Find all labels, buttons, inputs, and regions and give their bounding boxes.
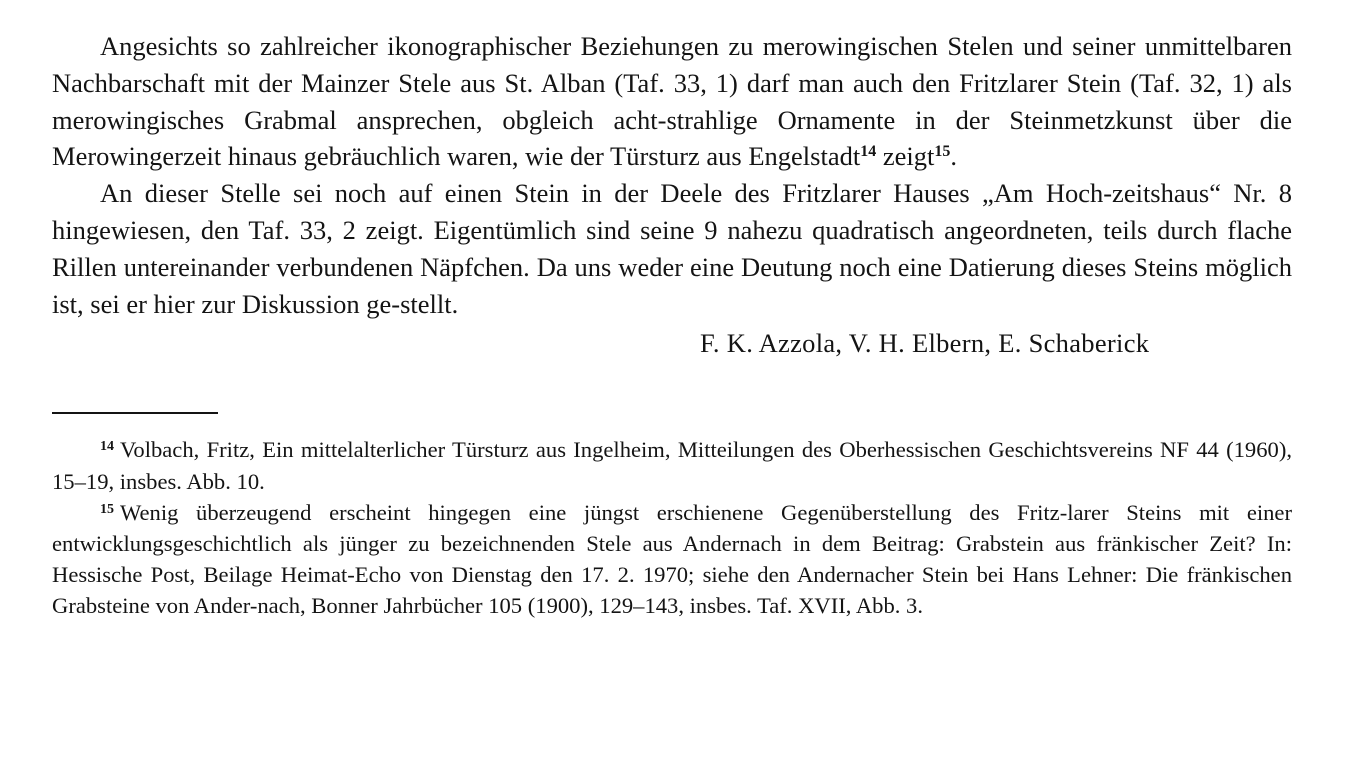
footnote-text: Wenig überzeugend erscheint hingegen eine jüngst erschienene Gegenüberstellung des Fritz-larer Steins mit einer entwicklungsgeschichtlich als jünger zu bezeichnenden Stele aus Andernach in dem Beitrag: Grabstein aus fränkischer Zeit? In: Hessische Post, Beilage Heimat-Echo von Dienstag den 17. 2. 1970; siehe den Andernacher Stein bei Hans Lehner: Die fränkischen Grabsteine von Ander-nach, Bonner Jahrbücher 105 (1900), 129–143, insbes. Taf. XVII, Abb. 3.	[52, 499, 1292, 619]
footnote-ref-15[interactable]: 15	[934, 143, 951, 161]
footnote-text: Volbach, Fritz, Ein mittelalterlicher Türsturz aus Ingelheim, Mitteilungen des Oberhessischen Geschichtsvereins NF 44 (1960), 15–19, insbes. Abb. 10.	[52, 437, 1292, 494]
footnote-number: 15	[100, 501, 114, 517]
footnote-number: 14	[100, 439, 114, 455]
paragraph-2: An dieser Stelle sei noch auf einen Stein in der Deele des Fritzlarer Hauses „Am Hoch-zeitshaus“ Nr. 8 hingewiesen, den Taf. 33, 2 zeigt. Eigentümlich sind seine 9 nahezu quadratisch angeordneten, teils durch flache Rillen untereinander verbundenen Näpfchen. Da uns weder eine Deutung noch eine Datierung dieses Steins möglich ist, sei er hier zur Diskussion ge-stellt.	[52, 178, 1292, 319]
paragraph-1	[52, 28, 1292, 175]
paragraph-1-text-cont: zeigt	[876, 141, 935, 172]
author-signature: F. K. Azzola, V. H. Elbern, E. Schaberick	[700, 328, 1150, 359]
document-page	[52, 28, 1292, 622]
footnote-ref-14[interactable]: 14	[860, 143, 877, 161]
paragraph-1-text: Angesichts so zahlreicher ikonographischer Beziehungen zu merowingischen Stelen und seiner unmittelbaren Nachbarschaft mit der Mainzer Stele aus St. Alban (Taf. 33, 1) darf man auch den Fritzlarer Stein (Taf. 32, 1) als merowingisches Grabmal ansprechen, obgleich acht-strahlige Ornamente in der Steinmetzkunst über die Merowingerzeit hinaus gebräuchlich waren, wie der Türsturz aus Engelstadt	[52, 31, 1292, 172]
footnote-15	[52, 497, 1292, 622]
footnote-14	[52, 434, 1292, 496]
footnotes	[52, 434, 1292, 621]
footnote-separator	[52, 412, 218, 414]
paragraph-1-period: .	[950, 141, 957, 172]
